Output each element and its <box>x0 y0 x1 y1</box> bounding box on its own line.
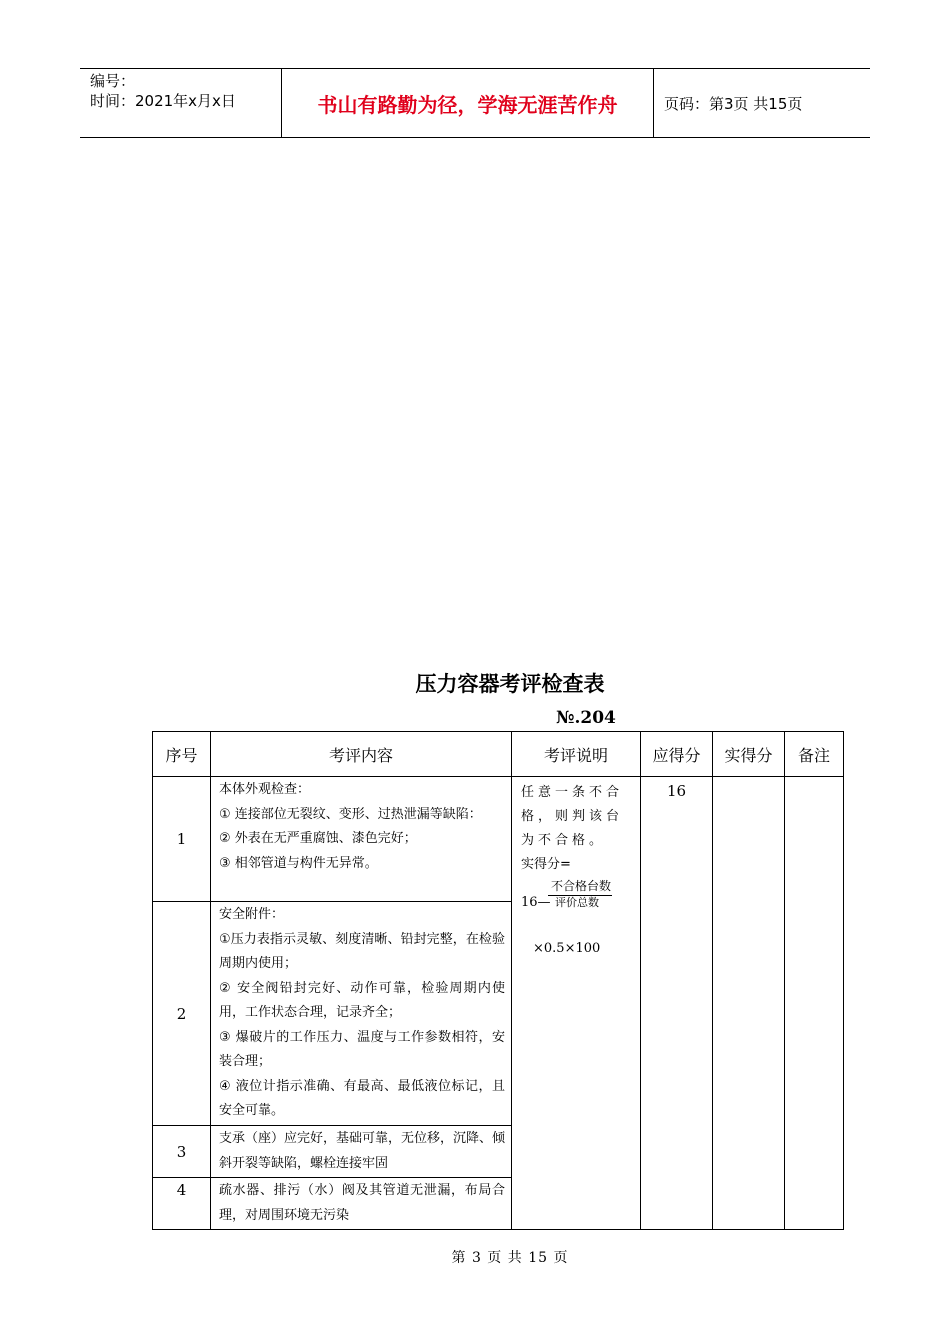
content-line: ① 连接部位无裂纹、变形、过热泄漏等缺陷： <box>219 806 482 822</box>
table-header-row <box>153 732 844 777</box>
evaluation-description <box>512 777 641 1230</box>
header-content: 考评内容 <box>211 732 512 777</box>
content-line: ③ 相邻管道与构件无异常。 <box>219 855 378 871</box>
description-text: 任意一条不合格，则判该台为不合格。 <box>521 785 624 848</box>
formula-numerator: 不合格台数 <box>551 879 612 893</box>
formula-multiplier: ×0.5×100 <box>533 941 601 956</box>
row-content <box>211 777 512 902</box>
header-seq: 序号 <box>153 732 211 777</box>
row-seq: 1 <box>153 777 211 902</box>
header-actual-score: 实得分 <box>713 732 785 777</box>
content-line: 安全附件： <box>219 907 285 922</box>
row-content <box>211 1178 512 1230</box>
description-formula-label: 实得分= <box>521 857 571 872</box>
content-line: ② 安全阀铅封完好、动作可靠，检验周期内使用，工作状态合理，记录齐全； <box>219 980 505 1020</box>
actual-score-cell <box>713 777 785 1230</box>
formula-lead: 16— <box>521 895 551 910</box>
score-formula <box>521 879 634 931</box>
header-remarks: 备注 <box>785 732 844 777</box>
document-header <box>80 68 870 138</box>
header-meta <box>80 69 282 137</box>
page-footer: 第 3 页 共 15 页 <box>451 1250 569 1266</box>
content-line: ③ 爆破片的工作压力、温度与工作参数相符，安装合理； <box>219 1029 505 1069</box>
row-content <box>211 902 512 1126</box>
content-line: 支承（座）应完好，基础可靠，无位移，沉降、倾斜开裂等缺陷，螺栓连接牢固 <box>219 1131 506 1171</box>
row-seq: 3 <box>153 1126 211 1178</box>
content-line: 疏水器、排污（水）阀及其管道无泄漏，布局合理，对周围环境无污染 <box>219 1183 505 1223</box>
inspection-table <box>152 731 844 1230</box>
row-seq: 2 <box>153 902 211 1126</box>
header-description: 考评说明 <box>512 732 641 777</box>
header-page-info: 页码：第3页 共15页 <box>664 94 803 113</box>
table-row <box>153 777 844 902</box>
code-label: 编号： <box>90 72 136 90</box>
header-expected-score: 应得分 <box>641 732 713 777</box>
content-line: ② 外表在无严重腐蚀、漆色完好； <box>219 831 417 846</box>
expected-score: 16 <box>641 777 713 1230</box>
content-line: ①压力表指示灵敏、刻度清晰、铅封完整，在检验周期内使用； <box>219 931 505 971</box>
time-label: 时间：2021年x月x日 <box>90 92 236 110</box>
remarks-cell <box>785 777 844 1230</box>
header-motto: 书山有路勤为径，学海无涯苦作舟 <box>282 69 654 137</box>
content-line: 本体外观检查： <box>219 782 311 797</box>
page-title: 压力容器考评检查表 <box>415 672 605 696</box>
formula-denominator: 评价总数 <box>555 896 599 909</box>
row-seq: 4 <box>153 1178 211 1230</box>
document-number: №.204 <box>556 708 616 728</box>
content-line: ④ 液位计指示准确、有最高、最低液位标记，且安全可靠。 <box>219 1078 505 1118</box>
row-content <box>211 1126 512 1178</box>
